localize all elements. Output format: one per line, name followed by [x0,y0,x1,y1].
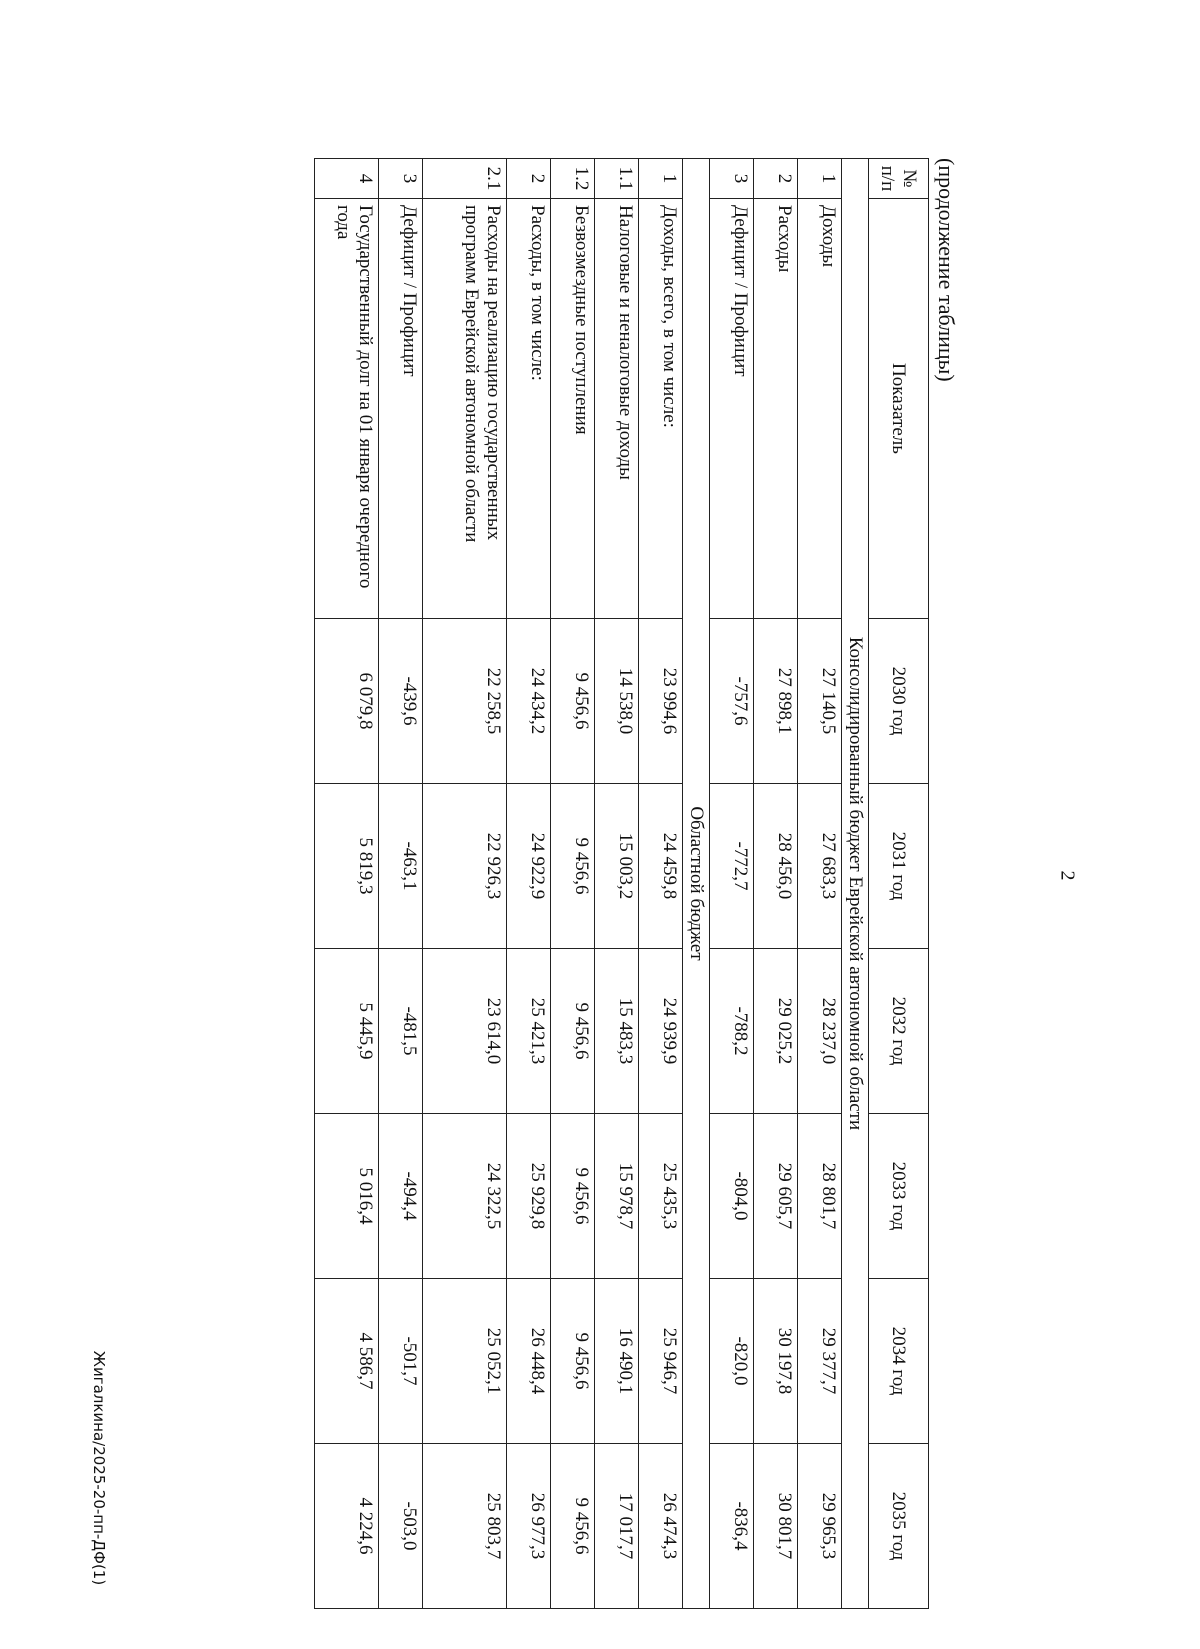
value-2034: -820,0 [710,1279,754,1444]
value-2035: 9 456,6 [551,1444,595,1609]
table-row [507,159,551,1609]
value-2031: 24 922,9 [507,784,551,949]
value-2035: 26 474,3 [639,1444,683,1609]
row-label: Дефицит / Профицит [710,199,754,619]
table-row [710,159,754,1609]
value-2030: 27 898,1 [754,619,798,784]
value-2033: 24 322,5 [423,1114,507,1279]
value-2033: 9 456,6 [551,1114,595,1279]
row-number: 1 [639,159,683,199]
table-row [595,159,639,1609]
value-2035: 17 017,7 [595,1444,639,1609]
value-2031: 9 456,6 [551,784,595,949]
value-2035: 4 224,6 [315,1444,379,1609]
value-2031: -772,7 [710,784,754,949]
value-2032: 29 025,2 [754,949,798,1114]
value-2035: 30 801,7 [754,1444,798,1609]
value-2033: 25 435,3 [639,1114,683,1279]
value-2033: 25 929,8 [507,1114,551,1279]
row-label: Государственный долг на 01 января очередного года [315,199,379,619]
row-number: 4 [315,159,379,199]
row-number: 3 [379,159,423,199]
value-2034: 30 197,8 [754,1279,798,1444]
row-number: 2.1 [423,159,507,199]
value-2034: 25 946,7 [639,1279,683,1444]
value-2030: 22 258,5 [423,619,507,784]
value-2032: -481,5 [379,949,423,1114]
value-2033: 28 801,7 [798,1114,842,1279]
table-row [379,159,423,1609]
value-2031: 22 926,3 [423,784,507,949]
value-2035: 25 803,7 [423,1444,507,1609]
value-2033: 15 978,7 [595,1114,639,1279]
value-2032: -788,2 [710,949,754,1114]
value-2032: 23 614,0 [423,949,507,1114]
value-2032: 15 483,3 [595,949,639,1114]
header-2032: 2032 год [869,949,929,1114]
row-label: Доходы [798,199,842,619]
value-2031: 15 003,2 [595,784,639,949]
value-2032: 24 939,9 [639,949,683,1114]
section-title-consolidated: Консолидированный бюджет Еврейской автономной области [842,159,869,1609]
header-2030: 2030 год [869,619,929,784]
section-row-regional [683,159,710,1609]
table-row [315,159,379,1609]
value-2033: 29 605,7 [754,1114,798,1279]
value-2032: 9 456,6 [551,949,595,1114]
value-2030: -439,6 [379,619,423,784]
value-2034: 26 448,4 [507,1279,551,1444]
value-2035: -503,0 [379,1444,423,1609]
table-row [754,159,798,1609]
header-number: № п/п [869,159,929,199]
header-2035: 2035 год [869,1444,929,1609]
table-row [639,159,683,1609]
value-2035: 29 965,3 [798,1444,842,1609]
header-indicator: Показатель [869,199,929,619]
row-label: Дефицит / Профицит [379,199,423,619]
table-row [798,159,842,1609]
value-2031: 24 459,8 [639,784,683,949]
table-caption: (продолжение таблицы) [934,158,959,382]
table-row [551,159,595,1609]
value-2030: 9 456,6 [551,619,595,784]
value-2030: 27 140,5 [798,619,842,784]
value-2033: 5 016,4 [315,1114,379,1279]
value-2031: 27 683,3 [798,784,842,949]
header-2033: 2033 год [869,1114,929,1279]
page-number: 2 [1056,870,1079,881]
row-label: Доходы, всего, в том числе: [639,199,683,619]
document-footer-id: Жигалкина/2025-20-пп-ДФ(1) [90,1350,108,1586]
value-2030: 14 538,0 [595,619,639,784]
value-2033: -804,0 [710,1114,754,1279]
header-2031: 2031 год [869,784,929,949]
value-2031: 28 456,0 [754,784,798,949]
table-row [423,159,507,1609]
value-2030: -757,6 [710,619,754,784]
row-number: 2 [507,159,551,199]
header-2034: 2034 год [869,1279,929,1444]
row-number: 1 [798,159,842,199]
row-label: Безвозмездные поступления [551,199,595,619]
row-label: Расходы, в том числе: [507,199,551,619]
row-label: Налоговые и неналоговые доходы [595,199,639,619]
value-2034: 4 586,7 [315,1279,379,1444]
value-2034: 16 490,1 [595,1279,639,1444]
section-row-consolidated [842,159,869,1609]
value-2031: -463,1 [379,784,423,949]
table-header-row [869,159,929,1609]
value-2030: 6 079,8 [315,619,379,784]
row-number: 2 [754,159,798,199]
value-2030: 24 434,2 [507,619,551,784]
value-2035: 26 977,3 [507,1444,551,1609]
value-2035: -836,4 [710,1444,754,1609]
budget-table [314,158,929,1609]
value-2032: 5 445,9 [315,949,379,1114]
value-2034: -501,7 [379,1279,423,1444]
rotated-document [243,158,963,1608]
row-label: Расходы [754,199,798,619]
value-2032: 25 421,3 [507,949,551,1114]
value-2034: 29 377,7 [798,1279,842,1444]
value-2032: 28 237,0 [798,949,842,1114]
value-2030: 23 994,6 [639,619,683,784]
value-2033: -494,4 [379,1114,423,1279]
value-2034: 9 456,6 [551,1279,595,1444]
value-2034: 25 052,1 [423,1279,507,1444]
section-title-regional: Областной бюджет [683,159,710,1609]
row-label: Расходы на реализацию государственных программ Еврейской автономной области [423,199,507,619]
row-number: 1.1 [595,159,639,199]
value-2031: 5 819,3 [315,784,379,949]
row-number: 3 [710,159,754,199]
row-number: 1.2 [551,159,595,199]
